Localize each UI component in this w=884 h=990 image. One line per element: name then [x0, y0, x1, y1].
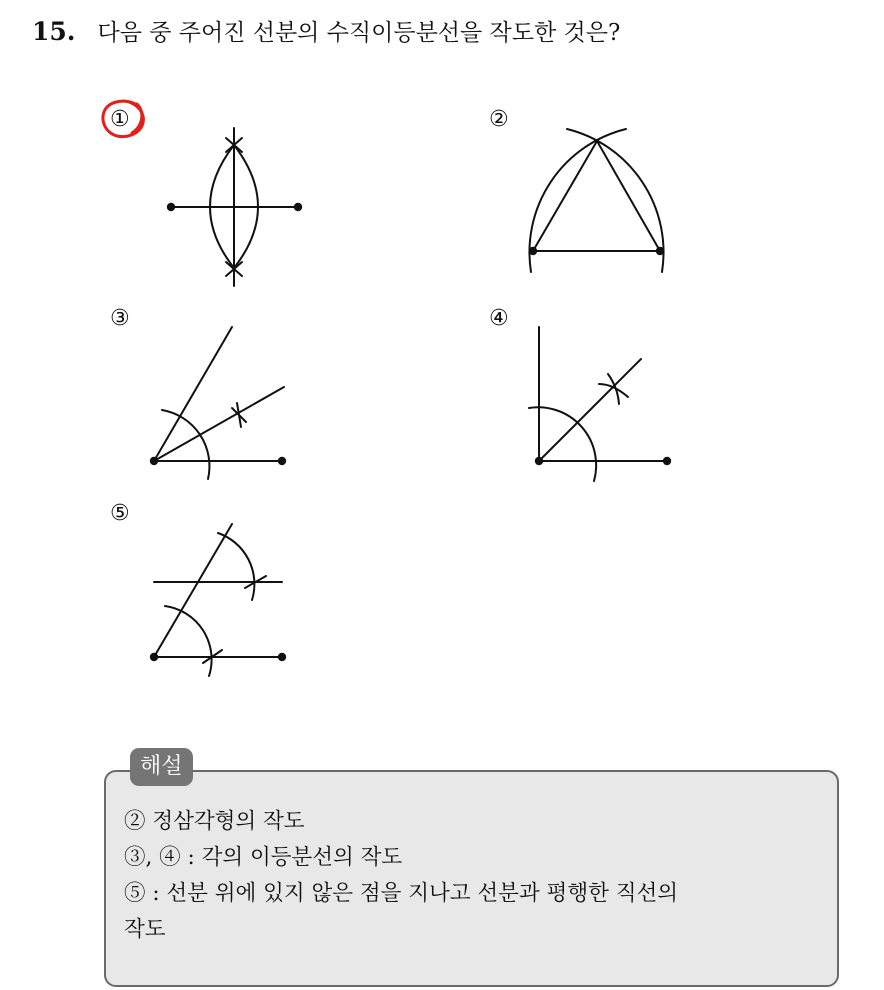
explanation-line: 작도 [124, 917, 166, 942]
figure-2-equilateral-triangle [529, 129, 663, 272]
choice-2-label[interactable]: ② [489, 107, 509, 132]
choice-4-label[interactable]: ④ [489, 306, 509, 331]
explanation-tag: 해설 [130, 748, 193, 786]
figure-1-perpendicular-bisector [171, 128, 298, 286]
choice-3-label[interactable]: ③ [110, 306, 130, 331]
explanation-line: ⑤ : 선분 위에 있지 않은 점을 지나고 선분과 평행한 직선의 [124, 881, 679, 906]
explanation-line: ③, ④ : 각의 이등분선의 작도 [124, 845, 403, 870]
figure-endpoints [150, 203, 671, 661]
figure-3-angle-bisector [154, 327, 284, 479]
choice-5-label[interactable]: ⑤ [110, 501, 130, 526]
question-number: 15. [32, 17, 76, 46]
explanation-line: ② 정삼각형의 작도 [124, 809, 305, 834]
figure-4-angle-bisector [529, 327, 667, 481]
choice-1-label[interactable]: ① [110, 107, 130, 132]
question-text: 다음 중 주어진 선분의 수직이등분선을 작도한 것은? [97, 20, 621, 46]
figure-5-parallel-line [154, 524, 282, 676]
explanation-text [124, 804, 824, 948]
answer-mark-icon [103, 101, 143, 137]
